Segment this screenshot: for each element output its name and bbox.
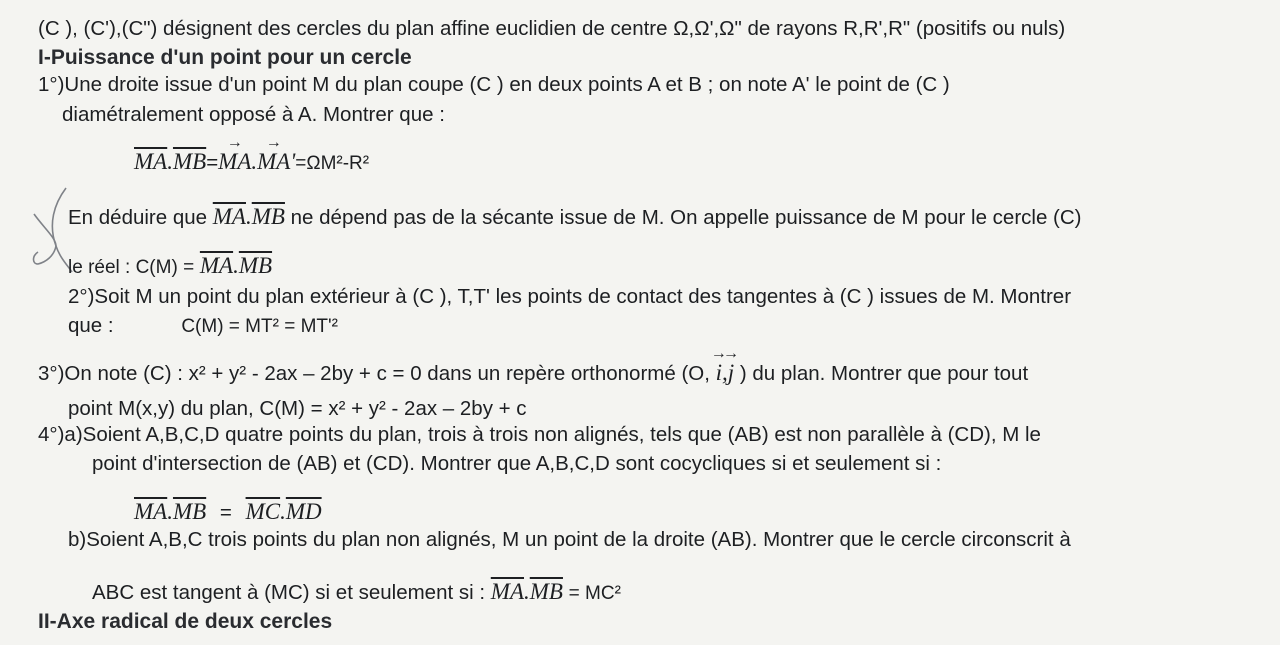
dot: . <box>245 204 252 229</box>
q2-line1: 2°)Soit M un point du plan extérieur à (C ), T,T' les points de contact des tangentes à (C ) issues de M. Montrer <box>68 285 1072 308</box>
q2-que: que : <box>68 314 114 337</box>
q3-pre: 3°)On note (C) : x² + y² - 2ax – 2by + c = 0 dans un repère orthonormé (O, <box>38 362 710 385</box>
seg-mb: $\overline{MB}$ <box>251 204 285 229</box>
q4b-post: = MC² <box>568 583 621 604</box>
q4a-formula <box>134 500 322 525</box>
seg-mb: $\overline{MB}$ <box>172 149 207 174</box>
vec-i: → i <box>716 361 722 385</box>
dot: . <box>233 253 239 278</box>
q4b-pre: ABC est tangent à (MC) si et seulement si : <box>92 581 486 604</box>
seg-md: $\overline{MD}$ <box>285 499 322 524</box>
seg-ma: $\overline{MA}$ <box>134 149 168 174</box>
q1-line2: diamétralement opposé à A. Montrer que : <box>62 103 445 126</box>
deduce-pre: En déduire que <box>68 206 208 229</box>
seg-ma: $\overline{MA}$ <box>134 499 168 524</box>
seg-ma: $\overline{MA}$ <box>490 579 524 604</box>
q3-line1 <box>38 361 1028 386</box>
vec-ma-prime: → MA <box>257 150 290 174</box>
dot: . <box>280 499 286 524</box>
dot: . <box>251 149 258 174</box>
prime: ' <box>290 149 296 174</box>
seg-mb: $\overline{MB}$ <box>238 253 273 278</box>
seg-mb: $\overline{MB}$ <box>529 579 563 604</box>
intro-line: (C ), (C'),(C") désignent des cercles du plan affine euclidien de centre Ω,Ω',Ω" de rayons R,R',R" (positifs ou nuls) <box>38 17 1066 40</box>
q1-line1: 1°)Une droite issue d'un point M du plan coupe (C ) en deux points A et B ; on note A' le point de (C ) <box>38 73 950 96</box>
section1-title: I-Puissance d'un point pour un cercle <box>38 46 412 69</box>
q3-line2: point M(x,y) du plan, C(M) = x² + y² - 2ax – 2by + c <box>68 397 527 420</box>
dot: . <box>524 579 530 604</box>
q2-line2 <box>68 314 338 339</box>
reel-pre: le réel : C(M) = <box>68 257 195 278</box>
equals: = <box>219 501 232 524</box>
q2-formula: C(M) = MT² = MT'² <box>181 316 338 337</box>
equals: = <box>206 151 219 174</box>
dot: . <box>167 149 173 174</box>
q1-formula <box>134 150 369 176</box>
q4a-line1: 4°)a)Soient A,B,C,D quatre points du plan, trois à trois non alignés, tels que (AB) est non parallèle à (CD), M le <box>38 423 1041 446</box>
q4b-line1: b)Soient A,B,C trois points du plan non alignés, M un point de la droite (AB). Montrer que le cercle circonscrit à <box>68 528 1071 551</box>
comma: , <box>722 360 728 385</box>
deduce-post: ne dépend pas de la sécante issue de M. On appelle puissance de M pour le cercle (C) <box>290 206 1082 229</box>
section2-title: II-Axe radical de deux cercles <box>38 610 333 633</box>
dot: . <box>167 499 173 524</box>
seg-mb: $\overline{MB}$ <box>172 499 207 524</box>
seg-mc: $\overline{MC}$ <box>245 499 281 524</box>
q4b-line2 <box>92 580 621 606</box>
formula-rest: =ΩM²-R² <box>295 153 370 174</box>
seg-ma: $\overline{MA}$ <box>212 204 246 229</box>
vec-j: → j <box>728 361 734 385</box>
seg-ma: $\overline{MA}$ <box>199 253 234 278</box>
handwritten-mark-icon <box>26 184 74 276</box>
q1-deduce <box>68 205 1082 230</box>
q1-reel <box>68 254 272 280</box>
q4a-line2: point d'intersection de (AB) et (CD). Montrer que A,B,C,D sont cocycliques si et seulement si : <box>92 452 942 475</box>
vec-ma: → MA <box>218 150 251 174</box>
q3-post: ) du plan. Montrer que pour tout <box>739 362 1029 385</box>
